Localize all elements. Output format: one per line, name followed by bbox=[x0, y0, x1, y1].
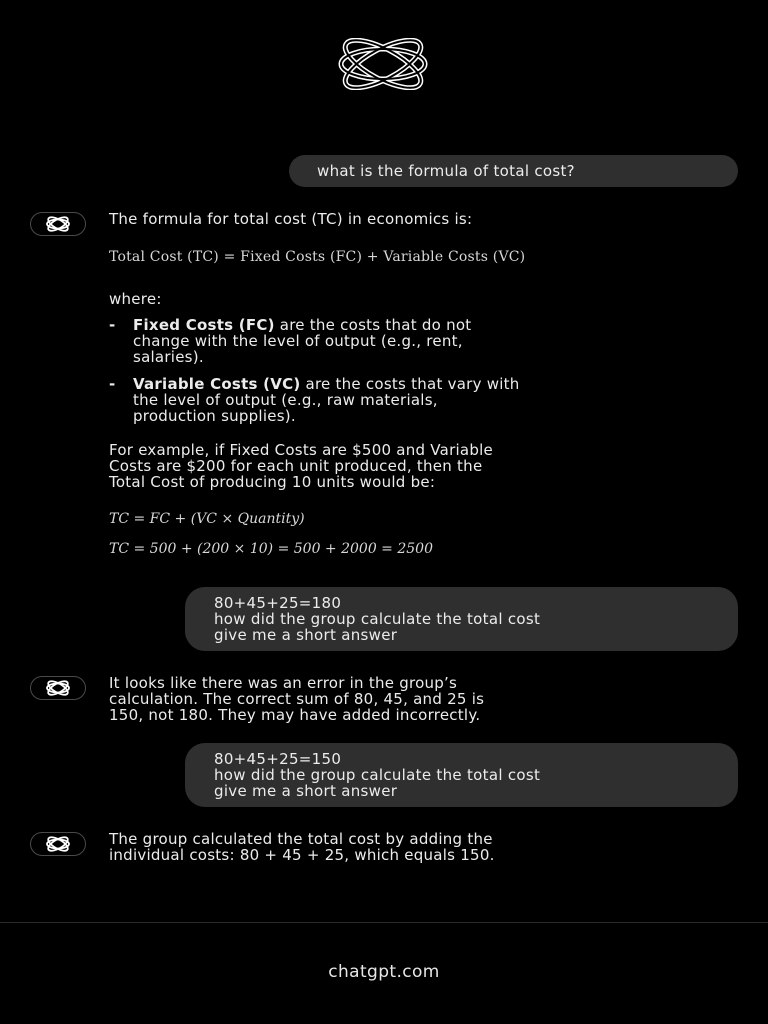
user-message-text: how did the group calculate the total cost bbox=[214, 766, 541, 784]
bullet-text: are the costs that vary with bbox=[300, 375, 520, 393]
equation-general bbox=[109, 511, 305, 527]
bullet-text: change with the level of output (e.g., rent, bbox=[133, 332, 463, 350]
bullet-text: production supplies). bbox=[133, 407, 296, 425]
assistant-text: individual costs: 80 + 45 + 25, which equals 150. bbox=[109, 846, 495, 864]
assistant-message-2 bbox=[109, 675, 759, 723]
assistant-text: The formula for total cost (TC) in economics is: bbox=[109, 210, 473, 228]
assistant-text: The group calculated the total cost by adding the bbox=[109, 830, 493, 848]
bullet-text: the level of output (e.g., raw materials, bbox=[133, 391, 438, 409]
openai-logo-icon bbox=[43, 214, 73, 234]
user-message-text: how did the group calculate the total cost bbox=[214, 610, 541, 628]
where-text: where: bbox=[109, 290, 162, 308]
assistant-text: It looks like there was an error in the group’s bbox=[109, 674, 458, 692]
openai-logo-icon bbox=[331, 38, 435, 90]
assistant-message-1-intro bbox=[109, 211, 759, 227]
assistant-avatar bbox=[30, 676, 86, 700]
openai-logo-icon bbox=[43, 678, 73, 698]
user-message-text: give me a short answer bbox=[214, 782, 398, 800]
user-message-text: give me a short answer bbox=[214, 626, 398, 644]
equation-text: TC = FC + (VC × Quantity) bbox=[109, 511, 305, 527]
footer-domain-link[interactable] bbox=[0, 962, 768, 982]
bullet-dot: - bbox=[109, 375, 116, 393]
formula-block bbox=[109, 249, 525, 265]
equation-numeric bbox=[109, 541, 433, 557]
footer-domain-text: chatgpt.com bbox=[328, 962, 440, 982]
bullet-term: Variable Costs (VC) bbox=[133, 375, 301, 393]
bullet-text: salaries). bbox=[133, 348, 204, 366]
assistant-text: 150, not 180. They may have added incorrectly. bbox=[109, 706, 481, 724]
bullet-term: Fixed Costs (FC) bbox=[133, 316, 275, 334]
example-paragraph bbox=[109, 442, 759, 490]
assistant-avatar bbox=[30, 832, 86, 856]
openai-logo-icon bbox=[43, 834, 73, 854]
equation-text: TC = 500 + (200 × 10) = 500 + 2000 = 2500 bbox=[109, 541, 433, 557]
bullet-dot: - bbox=[109, 316, 116, 334]
user-message-text: 80+45+25=150 bbox=[214, 750, 342, 768]
user-message-1 bbox=[289, 155, 738, 187]
user-message-text: 80+45+25=180 bbox=[214, 594, 342, 612]
formula-text: Total Cost (TC) = Fixed Costs (FC) + Variable Costs (VC) bbox=[109, 249, 526, 265]
user-message-2 bbox=[185, 587, 738, 651]
example-line: Total Cost of producing 10 units would be: bbox=[109, 473, 436, 491]
footer-divider bbox=[0, 922, 768, 923]
user-message-text: what is the formula of total cost? bbox=[317, 162, 575, 180]
example-line: Costs are $200 for each unit produced, then the bbox=[109, 457, 483, 475]
user-message-3 bbox=[185, 743, 738, 807]
assistant-avatar bbox=[30, 212, 86, 236]
where-label bbox=[109, 291, 759, 307]
assistant-text: calculation. The correct sum of 80, 45, and 25 is bbox=[109, 690, 485, 708]
bullet-text: are the costs that do not bbox=[274, 316, 472, 334]
example-line: For example, if Fixed Costs are $500 and Variable bbox=[109, 441, 494, 459]
assistant-message-3 bbox=[109, 831, 759, 863]
